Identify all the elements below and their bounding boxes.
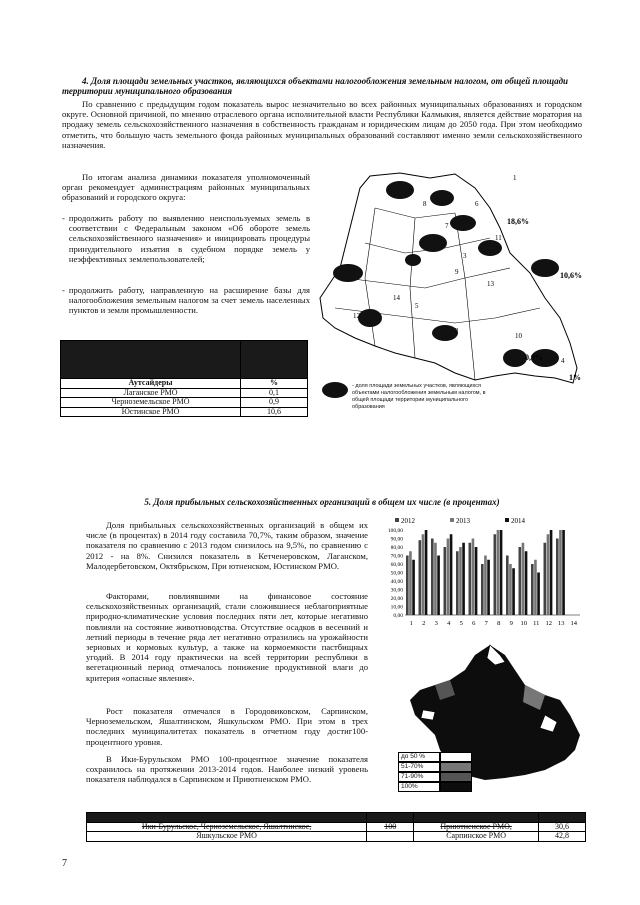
map-region-number: 11 xyxy=(495,234,502,242)
bar xyxy=(506,556,509,616)
map-marker xyxy=(405,254,421,266)
legend-item: 100% xyxy=(398,782,472,792)
x-tick-label: 9 xyxy=(509,620,513,627)
bar xyxy=(434,543,437,615)
section-4-bullet-2: - продолжить работу, направленную на расширение базы для налогообложения земельным налогом за счет земель населенных пунктов и земли промышленности. xyxy=(62,285,310,316)
x-tick-label: 3 xyxy=(434,620,438,627)
section-5-paragraph-4: В Ики-Бурульском РМО 100-процентное значение показателя сохранилось на протяжении 2013-2014 годов. Наиболее низкий уровень показателя наблюдался в Сарпинском и Приютненском РМО. xyxy=(86,754,368,785)
map-region-number: 3 xyxy=(463,252,467,260)
table-row: Лаганское РМО 0,1 xyxy=(61,388,308,398)
y-tick-label: 60,00 xyxy=(390,562,403,568)
bar xyxy=(437,556,440,616)
table-row: Ики-Бурульское, Черноземельское, Яшалтинское, 100 Приютненское РМО, 30,6 xyxy=(87,822,586,832)
section-4-table xyxy=(60,340,308,417)
table-row: Юстинское РМО 10,6 xyxy=(61,407,308,417)
map-marker xyxy=(386,181,414,199)
bar xyxy=(512,568,515,615)
bar xyxy=(462,543,465,615)
bar xyxy=(509,564,512,615)
section-5-paragraph-2: Факторами, повлиявшими на финансовое состояние сельскохозяйственных организаций, стали сложившиеся неблагоприятные природно-климатические условия последних пяти лет, которые негативно повлияли на состояние животноводства. Отсутствие осадков в весенний и летний периоды в течение ряда лет негативно отразились на урожайности зерновых и кормовых культур, а также на кормоемкости пастбищных угодий. В 2014 году практически на всей территории республики в вегетационный период отмечалось понижение продуктивной влаги до критерия «опасные явления». xyxy=(86,591,368,683)
map-value-label: 10,6% xyxy=(560,271,582,280)
table-header-outsiders: Аутсайдеры xyxy=(61,379,241,389)
section-5-title: 5. Доля прибыльных сельскохозяйственных организаций в общем их числе (в процентах) xyxy=(144,497,500,507)
section-5-table: Лидеры % Аутсайдеры % Ики-Бурульское, Черноземельское, Яшалтинское, 100 Приютненское РМО, 30,6 Яшкульское РМО Сарпинское РМО 42,8 xyxy=(86,812,586,842)
bar xyxy=(531,564,534,615)
page-number: 7 xyxy=(62,858,67,869)
bar xyxy=(534,560,537,615)
section-4-paragraph-1: По сравнению с предыдущим годом показатель вырос незначительно во всех районных муниципальных образованиях и городском округе. Основной причиной, по мнению отраслевого органа исполнительной власти Республики Калмыкия, является действие моратория на продажу земель сельскохозяйственного назначения в собственность гражданам и юридическим лицам до 2050 года. При этом необходимо отметить, что большую часть земельного фонда районных муниципальных образований составляют именно земли сельскохозяйственного назначения. xyxy=(62,99,582,150)
bar xyxy=(562,530,565,615)
legend-marker xyxy=(322,382,348,398)
map-marker xyxy=(478,240,502,256)
bar xyxy=(550,530,553,615)
map-region-number: 10 xyxy=(515,332,522,340)
legend-swatch xyxy=(505,518,509,522)
bar xyxy=(494,534,497,615)
bar xyxy=(519,547,522,615)
bar xyxy=(487,560,490,615)
table-row: Черноземельское РМО 0,9 xyxy=(61,398,308,408)
legend-item: 71-90% xyxy=(398,772,472,782)
map-value-label: 1% xyxy=(569,373,581,382)
map-region-number: 2 xyxy=(455,327,459,335)
section-4-title: 4. Доля площади земельных участков, являющихся объектами налогообложения земельным налогом, от общей площади территории муниципального образования xyxy=(62,76,569,96)
bar xyxy=(556,539,559,616)
x-tick-label: 2 xyxy=(422,620,426,627)
y-tick-label: 70,00 xyxy=(390,553,403,560)
bar xyxy=(450,534,453,615)
bar xyxy=(459,547,462,615)
table-header-outsiders: Аутсайдеры xyxy=(414,813,539,823)
map-region-number: 5 xyxy=(415,302,419,310)
map-marker xyxy=(503,349,527,367)
map-region-number: 1 xyxy=(513,174,517,182)
map-region-number: 4 xyxy=(561,357,565,365)
map-marker xyxy=(419,234,447,252)
section-4-paragraph-2: По итогам анализа динамики показателя уполномоченный орган рекомендует администрациям районных муниципальных образований и городского округа: xyxy=(62,172,310,203)
section-4-bullet-1: - продолжить работу по выявлению неиспользуемых земель в соответствии с Федеральным законом «Об обороте земель сельскохозяйственного назначения» и инициировать процедуры принудительного изъятия в судебном порядке земель у неэффективных землепользователей; xyxy=(62,213,310,264)
x-tick-label: 5 xyxy=(459,620,463,627)
map-region-number: 13 xyxy=(487,280,494,288)
bar xyxy=(406,556,409,616)
profitable-orgs-bar-chart xyxy=(375,515,585,635)
section-5-paragraph-3: Рост показателя отмечался в Городовиковском, Сарпинском, Черноземельском, Яшалтинском, Яшкульском РМО. При этом в трех последних муниципалитетах показатель в отчетном году достиг100-процентного уровня. xyxy=(86,706,368,747)
map-region-number: 9 xyxy=(455,268,459,276)
bar xyxy=(412,560,415,615)
y-tick-label: 0,00 xyxy=(393,613,403,619)
bar xyxy=(544,543,547,615)
bar xyxy=(500,530,503,615)
bar xyxy=(409,551,412,615)
x-tick-label: 14 xyxy=(570,620,577,627)
legend-label: 2014 xyxy=(511,517,525,525)
map-marker xyxy=(430,190,454,206)
legend-swatch xyxy=(395,518,399,522)
x-tick-label: 8 xyxy=(497,620,501,627)
y-tick-label: 100,00 xyxy=(387,528,403,534)
legend-swatch xyxy=(450,518,454,522)
legend-label: 2012 xyxy=(401,517,415,525)
legend-label: 2013 xyxy=(456,517,470,525)
map-legend xyxy=(398,752,472,792)
x-tick-label: 13 xyxy=(558,620,565,627)
bar xyxy=(456,551,459,615)
y-tick-label: 20,00 xyxy=(390,596,403,602)
bullet-1-text: продолжить работу по выявлению неиспользуемых земель в соответствии с Федеральным законом «Об обороте земель сельскохозяйственного назначения» и инициировать процедуры принудительного изъятия в судебном порядке земель у неэффективных землепользователей; xyxy=(68,213,310,264)
x-tick-label: 1 xyxy=(409,620,413,627)
table-header-leaders: Лидеры xyxy=(87,813,367,823)
legend-item: 51-70% xyxy=(398,762,472,772)
bar xyxy=(525,551,528,615)
legend-item: до 50 % xyxy=(398,752,472,762)
bar xyxy=(431,539,434,616)
bar xyxy=(497,530,500,615)
bar xyxy=(425,530,428,615)
map-region-number: 14 xyxy=(393,294,400,302)
bar xyxy=(522,543,525,615)
x-tick-label: 4 xyxy=(447,620,451,627)
bar xyxy=(419,540,422,615)
bar xyxy=(547,534,550,615)
x-tick-label: 12 xyxy=(545,620,552,627)
section-5-paragraph-1: Доля прибыльных сельскохозяйственных организаций в общем их числе (в процентах) в 2014 году составила 70,7%, таким образом, значение показателя по сравнению с 2013 годом снизилось на 9,5%, по сравнению с 2012 - на 8%. Снизился показатель в Кетченеровском, Лаганском, Малодербетовском, Октябрьском, При ютненском, Юстинском РМО. xyxy=(86,520,368,571)
map-region-number: 7 xyxy=(445,222,449,230)
x-tick-label: 6 xyxy=(472,620,476,627)
y-tick-label: 80,00 xyxy=(390,545,403,551)
bullet-2-text: продолжить работу, направленную на расширение базы для налогообложения земельным налогом за счет земель населенных пунктов и земли промышленности. xyxy=(68,285,310,316)
y-tick-label: 90,00 xyxy=(390,536,403,543)
map-marker xyxy=(333,264,363,282)
x-tick-label: 7 xyxy=(484,620,488,627)
bar xyxy=(422,534,425,615)
bar xyxy=(484,556,487,616)
y-tick-label: 30,00 xyxy=(390,587,403,594)
y-tick-label: 10,00 xyxy=(390,604,403,611)
bar xyxy=(537,573,540,616)
y-tick-label: 50,00 xyxy=(390,570,403,577)
map-value-label: 18,6% xyxy=(507,217,529,226)
map-legend-text: - доля площади земельных участков, являющихся объектами налогообложения земельным налогом, в общей площади территории муниципального образования xyxy=(352,383,486,410)
x-tick-label: 10 xyxy=(520,620,527,627)
x-tick-label: 11 xyxy=(533,620,540,627)
bar xyxy=(472,539,475,616)
map-value-label: 0,9% xyxy=(525,353,543,362)
bar xyxy=(469,543,472,615)
table-row: Яшкульское РМО Сарпинское РМО 42,8 xyxy=(87,832,586,842)
bar xyxy=(481,564,484,615)
bar xyxy=(447,539,450,616)
map-region-number: 6 xyxy=(475,200,479,208)
map-region-number: 8 xyxy=(423,200,427,208)
table-header-percent: % xyxy=(241,379,308,389)
bar xyxy=(559,530,562,615)
map-region-number: 12 xyxy=(353,312,360,320)
map-marker xyxy=(531,259,559,277)
map-marker xyxy=(358,309,382,327)
bar xyxy=(444,547,447,615)
y-tick-label: 40,00 xyxy=(390,579,403,585)
bar xyxy=(475,547,478,615)
map-marker xyxy=(450,215,476,231)
